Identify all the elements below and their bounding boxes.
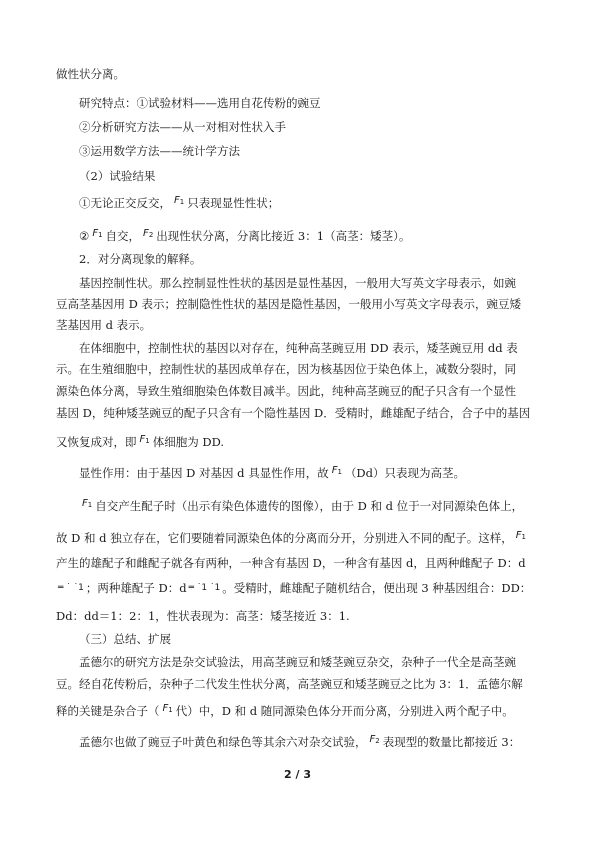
text-run: 体细胞为 DD. bbox=[152, 435, 225, 449]
genetics-symbol-f2: F2 bbox=[143, 228, 154, 239]
text-line: （2）试验结果 bbox=[79, 169, 156, 183]
text-line: 豆。经自花传粉后，杂种子二代发生性状分离，高茎豌豆和矮茎豌豆之比为 3：1．孟德尔解 bbox=[56, 677, 523, 691]
text-run: 。受精时，雌雄配子随机结合，便出现 3 种基因组合：DD： bbox=[222, 581, 532, 595]
text-line: 做性状分离。 bbox=[56, 67, 125, 81]
text-line: 在体细胞中，控制性状的基因以对存在，纯种高茎豌豆用 DD 表示，矮茎豌豆用 dd 表 bbox=[79, 341, 518, 355]
genetics-symbol-f1: F1 bbox=[162, 703, 173, 714]
text-run: 又恢复成对，即 bbox=[56, 435, 137, 449]
text-run: 显性作用：由于基因 D 对基因 d 具显性作用，故 bbox=[79, 466, 329, 480]
text-line: 基因 D，纯种矮茎豌豆的配子只含有一个隐性基因 D．受精时，雌雄配子结合，合子中的基因 bbox=[56, 406, 531, 420]
text-line bbox=[79, 496, 523, 514]
text-run: 孟德尔也做了豌豆子叶黄色和绿色等其余六对杂交试验， bbox=[79, 735, 367, 749]
text-run: ；两种雄配子 D：d bbox=[85, 581, 187, 595]
genetics-symbol-f1: F1 bbox=[515, 530, 526, 541]
text-run: 只表现显性性状； bbox=[187, 196, 280, 210]
text-run: 表现型的数量比都接近 3： bbox=[382, 735, 521, 749]
text-line: 豆高茎基因用 D 表示；控制隐性性状的基因是隐性基因，一般用小写英文字母表示，豌豆矮 bbox=[56, 297, 522, 311]
text-line: 茎基因用 d 表示。 bbox=[56, 318, 152, 332]
text-run: （Dd）只表现为高茎。 bbox=[344, 466, 466, 480]
section-heading: （三）总结、扩展 bbox=[79, 632, 171, 646]
text-line: 示。在生殖细胞中，控制性状的基因成单存在，因为核基因位于染色体上，减数分裂时，同 bbox=[56, 362, 516, 376]
genetics-symbol-f1: F1 bbox=[92, 228, 103, 239]
text-run: ①无论正交反交， bbox=[79, 196, 171, 210]
text-line bbox=[56, 701, 514, 719]
ratio-expression: ═ ˙1 ˙1 bbox=[188, 583, 221, 593]
text-line: 源染色体分离，导致生殖细胞染色体数目减半。因此，纯种高茎豌豆的配子只含有一个显性 bbox=[56, 384, 516, 398]
section-heading: 2．对分离现象的解释。 bbox=[79, 252, 202, 266]
text-run: 故 D 和 d 独立存在，它们要随着同源染色体的分离而分开，分别进入不同的配子。这样， bbox=[56, 531, 513, 545]
genetics-symbol-f1: F1 bbox=[139, 434, 150, 445]
text-line bbox=[56, 581, 531, 596]
page-number: 2 / 3 bbox=[284, 768, 311, 781]
text-line: 研究特点：①试验材料——选用自花传粉的豌豆 bbox=[79, 96, 321, 110]
text-line bbox=[79, 226, 410, 244]
text-line bbox=[79, 463, 465, 481]
text-run: 自交， bbox=[105, 229, 141, 243]
text-line bbox=[79, 732, 520, 750]
text-run: 释的关键是杂合子（ bbox=[56, 704, 160, 718]
genetics-symbol-f1: F1 bbox=[82, 498, 93, 509]
text-run: 自交产生配子时（出示有染色体遗传的图像），由于 D 和 d 位于一对同源染色体上， bbox=[95, 499, 524, 513]
text-line: 孟德尔的研究方法是杂交试验法，用高茎豌豆和矮茎豌豆杂交，杂种子一代全是高茎豌 bbox=[79, 655, 516, 669]
text-run: 出现性状分离，分离比接近 3：1（高茎：矮茎）。 bbox=[156, 229, 411, 243]
ratio-expression: ═ ˙ ˙1 bbox=[58, 583, 84, 593]
text-run: ② bbox=[79, 229, 90, 243]
text-line: Dd：dd＝1：2：1，性状表现为：高茎：矮茎接近 3：1. bbox=[56, 609, 350, 623]
genetics-symbol-f2: F2 bbox=[369, 734, 380, 745]
text-line: 产生的雄配子和雌配子就各有两种，一种含有基因 D，一种含有基因 d，且两种雌配子 D：d bbox=[56, 556, 526, 570]
text-line: 基因控制性状。那么控制显性性状的基因是显性基因，一般用大写英文字母表示，如豌 bbox=[79, 276, 516, 290]
text-line bbox=[79, 193, 279, 211]
text-run: 代）中，D 和 d 随同源染色体分开而分离，分别进入两个配子中。 bbox=[175, 704, 514, 718]
text-line: ②分析研究方法——从一对相对性状入手 bbox=[79, 120, 286, 134]
text-line: ③运用数学方法——统计学方法 bbox=[79, 144, 240, 158]
text-line bbox=[56, 528, 529, 546]
text-line bbox=[56, 432, 224, 450]
genetics-symbol-f1: F1 bbox=[331, 465, 342, 476]
genetics-symbol-f1: F1 bbox=[174, 195, 185, 206]
